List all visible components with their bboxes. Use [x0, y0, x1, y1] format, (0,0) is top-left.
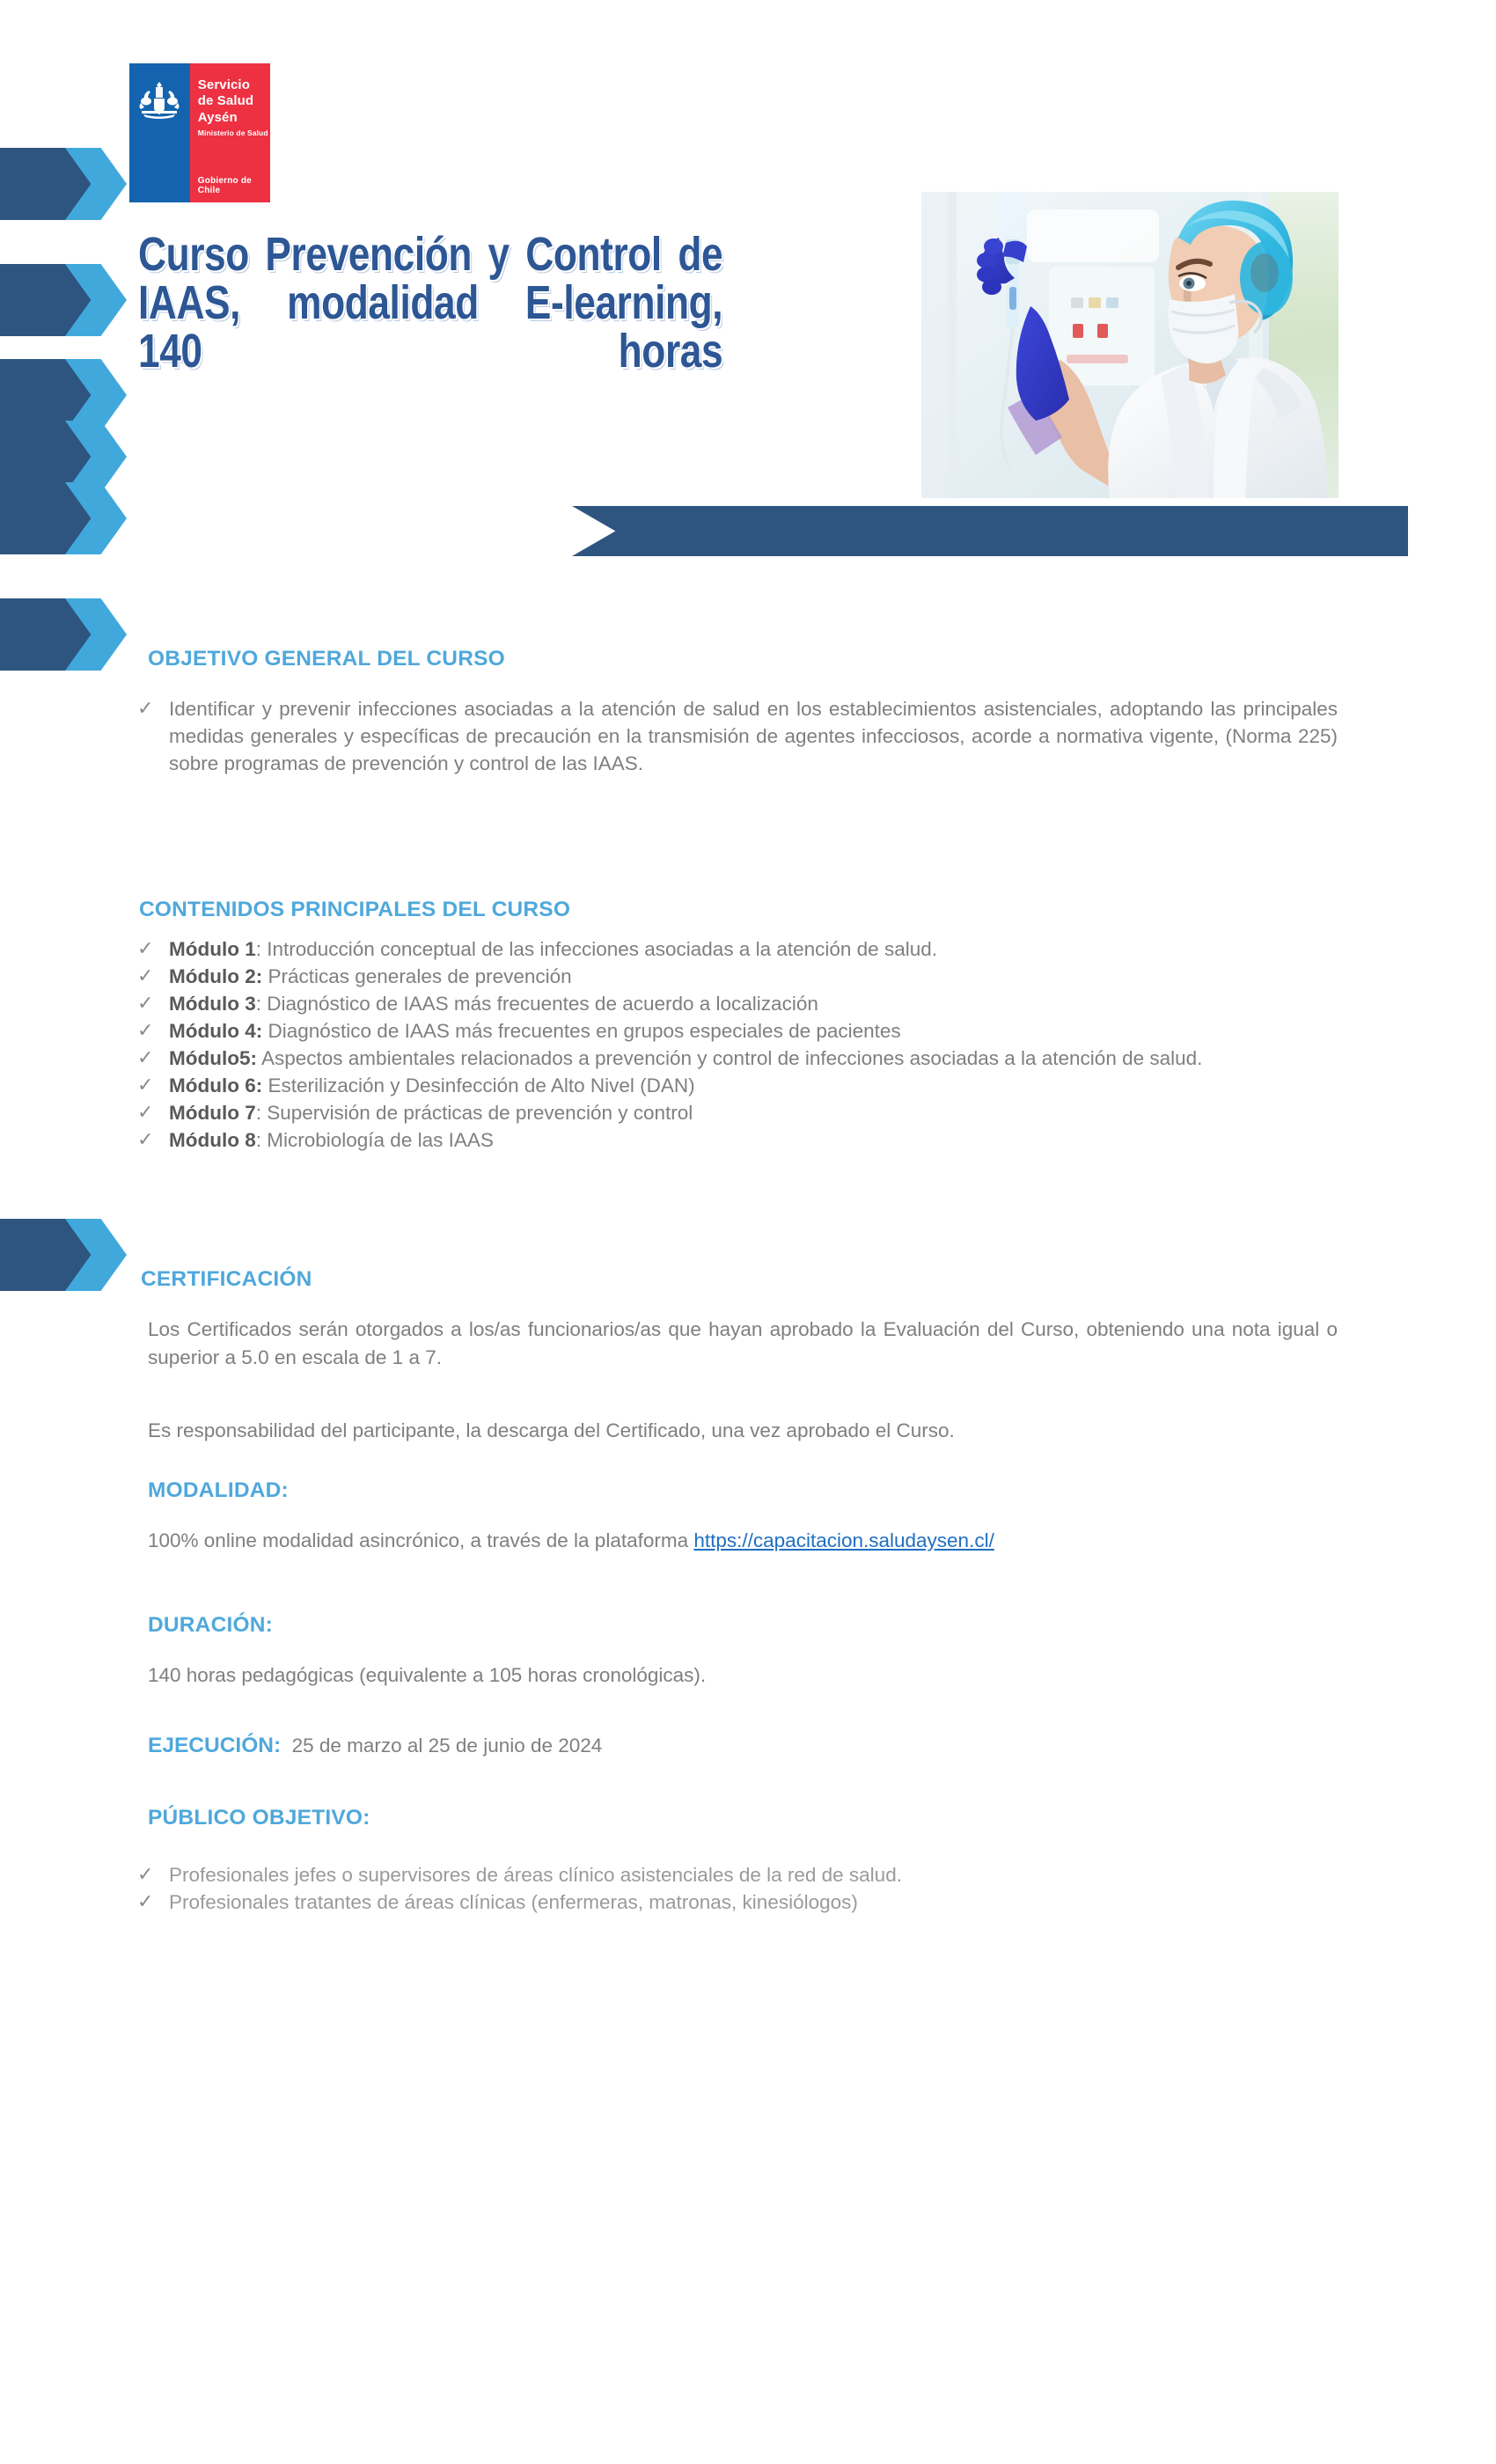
chevron-icon [65, 264, 127, 336]
list-item: ✓ Identificar y prevenir infecciones asociadas a la atención de salud en los establecimientos asistenciales, adoptando las principales medidas generales y específicas de precaución en la transmisión de agentes infecciosos, acorde a normativa vigente, (Norma 225) sobre programas de prevención y control de las IAAS. [137, 697, 1338, 775]
list-item [132, 1099, 1346, 1126]
modalidad-text [148, 1527, 1338, 1555]
modalidad-text-prefix: 100% online modalidad asincrónico, a través de la plataforma [148, 1529, 694, 1551]
duracion-text: 140 horas pedagógicas (equivalente a 105 horas cronológicas). [148, 1664, 707, 1686]
check-icon: ✓ [137, 937, 154, 959]
module-text: : Diagnóstico de IAAS más frecuentes de acuerdo a localización [255, 993, 818, 1016]
decorative-arrow-5 [0, 482, 128, 554]
heading-objetivo-general: OBJETIVO GENERAL DEL CURSO [148, 647, 505, 671]
check-icon: ✓ [137, 1890, 154, 1913]
heading-certificacion: CERTIFICACIÓN [141, 1267, 312, 1291]
logo-red-panel [190, 63, 270, 202]
list-item [132, 990, 1346, 1017]
heading-contenidos: CONTENIDOS PRINCIPALES DEL CURSO [139, 898, 571, 921]
module-text: : Introducción conceptual de las infecciones asociadas a la atención de salud. [255, 938, 937, 960]
module-text: : Microbiología de las IAAS [255, 1129, 494, 1152]
certificacion-paragraph-1: Los Certificados serán otorgados a los/as funcionarios/as que hayan aprobado la Evaluación del Curso, obteniendo una nota igual o superior a 5.0 en escala de 1 a 7. [148, 1318, 1338, 1368]
heading-modalidad: MODALIDAD: [148, 1478, 289, 1502]
check-icon: ✓ [137, 1101, 154, 1124]
decorative-arrow-2 [0, 264, 128, 336]
chevron-icon [65, 148, 127, 220]
ejecucion-text: 25 de marzo al 25 de junio de 2024 [291, 1734, 603, 1756]
list-item [132, 935, 1346, 963]
check-icon: ✓ [137, 1863, 154, 1885]
list-item [132, 1045, 1346, 1072]
heading-publico-objetivo: PÚBLICO OBJETIVO: [148, 1806, 370, 1830]
page-title: Curso Prevención y Control de IAAS, modalidad E-learning, 140 horas [138, 228, 723, 378]
platform-link[interactable]: https://capacitacion.saludaysen.cl/ [693, 1529, 994, 1551]
module-label: Módulo5: [169, 1047, 257, 1070]
chevron-icon [65, 598, 127, 671]
module-label: Módulo 2: [169, 965, 263, 988]
module-text: : Supervisión de prácticas de prevención y control [255, 1102, 693, 1125]
chevron-icon [65, 1219, 127, 1291]
module-label: Módulo 6: [169, 1074, 263, 1097]
decorative-arrow-6 [0, 598, 128, 671]
module-text: Prácticas generales de prevención [262, 965, 572, 988]
check-icon: ✓ [137, 1046, 154, 1069]
objetivo-list [132, 695, 1338, 777]
logo-blue-panel [129, 63, 190, 202]
list-item [132, 1017, 1346, 1045]
list-item [132, 1888, 1346, 1916]
decorative-arrow-7 [0, 1219, 128, 1291]
list-item [132, 963, 1346, 990]
check-icon: ✓ [137, 1019, 154, 1042]
header-photo [921, 192, 1338, 498]
healthcare-worker-iv-illustration [921, 192, 1338, 498]
certificacion-paragraph-2: Es responsabilidad del participante, la descarga del Certificado, una vez aprobado el Curso. [148, 1419, 955, 1441]
logo-ministry-label: Ministerio de Salud [197, 128, 268, 137]
check-icon: ✓ [137, 1074, 154, 1096]
module-text: Diagnóstico de IAAS más frecuentes en grupos especiales de pacientes [262, 1020, 901, 1043]
logo-government-label: Gobierno de Chile [197, 176, 252, 195]
module-label: Módulo 4: [169, 1020, 263, 1043]
servicio-salud-aysen-logo [129, 63, 270, 202]
check-icon: ✓ [137, 992, 154, 1015]
navy-ribbon-banner [572, 506, 1408, 556]
check-icon: ✓ [137, 1128, 154, 1151]
logo-service-name: Servicio de Salud Aysén [197, 77, 254, 125]
heading-duracion: DURACIÓN: [148, 1613, 273, 1637]
module-text: Esterilización y Desinfección de Alto Nivel (DAN) [262, 1074, 695, 1097]
contenidos-module-list [132, 935, 1346, 1154]
module-label: Módulo 7 [169, 1102, 256, 1125]
ejecucion-row [148, 1732, 602, 1760]
list-item [132, 1072, 1346, 1099]
list-item [132, 1126, 1346, 1154]
module-text: Aspectos ambientales relacionados a prevención y control de infecciones asociadas a la atención de salud. [256, 1047, 1203, 1070]
module-label: Módulo 3 [169, 993, 256, 1016]
publico-item-text: Profesionales jefes o supervisores de áreas clínico asistenciales de la red de salud. [169, 1864, 902, 1886]
chevron-icon [65, 482, 127, 554]
check-icon: ✓ [137, 697, 154, 719]
list-item [132, 1861, 1346, 1888]
publico-objetivo-list [132, 1861, 1346, 1916]
module-label: Módulo 1 [169, 938, 256, 960]
publico-item-text: Profesionales tratantes de áreas clínicas (enfermeras, matronas, kinesiólogos) [169, 1891, 858, 1914]
check-icon: ✓ [137, 964, 154, 987]
heading-ejecucion: EJECUCIÓN: [148, 1734, 282, 1757]
chile-coat-of-arms-icon [136, 79, 182, 121]
decorative-arrow-1 [0, 148, 128, 220]
module-label: Módulo 8 [169, 1129, 256, 1152]
